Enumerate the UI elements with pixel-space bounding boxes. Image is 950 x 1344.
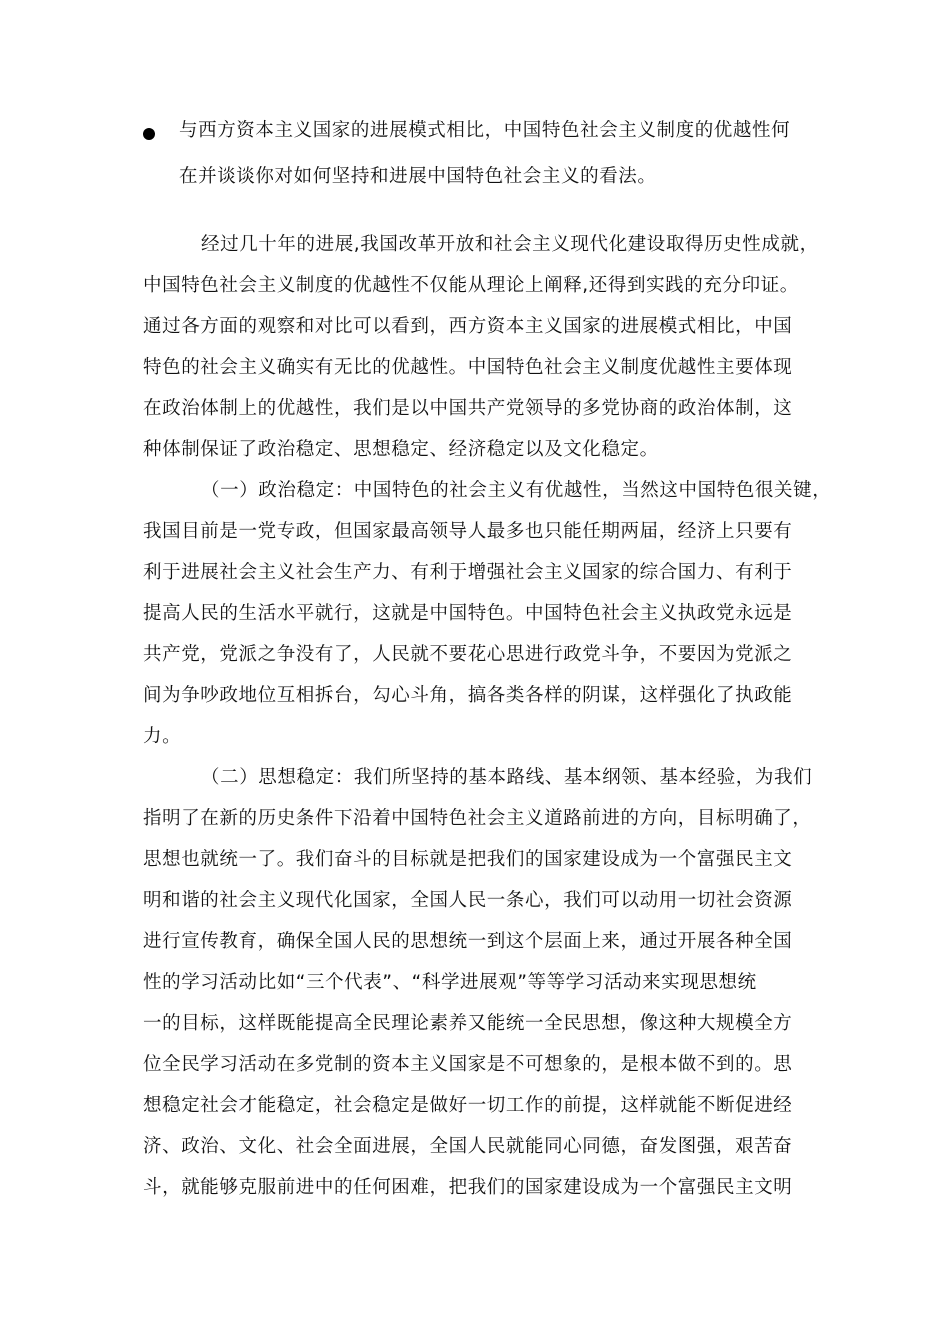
paragraph-line: 济、政治、文化、社会全面进展，全国人民就能同心同德，奋发图强，艰苦奋 <box>143 1136 793 1157</box>
paragraph-line: 斗，就能够克服前进中的任何困难，把我们的国家建设成为一个富强民主文明 <box>143 1177 793 1198</box>
paragraph-line: 一的目标，这样既能提高全民理论素养又能统一全民思想，像这种大规模全方 <box>143 1013 793 1034</box>
paragraph-line: 利于进展社会主义社会生产力、有利于增强社会主义国家的综合国力、有利于 <box>143 562 793 583</box>
paragraph-line: 思想也就统一了。我们奋斗的目标就是把我们的国家建设成为一个富强民主文 <box>143 849 793 870</box>
paragraph-line: 我国目前是一党专政，但国家最高领导人最多也只能任期两届，经济上只要有 <box>143 521 793 542</box>
paragraph-line: 指明了在新的历史条件下沿着中国特色社会主义道路前进的方向，目标明确了， <box>143 808 812 829</box>
question-line: 与西方资本主义国家的进展模式相比，中国特色社会主义制度的优越性何 <box>179 120 791 141</box>
bullet-icon <box>143 128 155 140</box>
paragraph-line: 通过各方面的观察和对比可以看到，西方资本主义国家的进展模式相比，中国 <box>143 316 793 337</box>
paragraph-line: 共产党，党派之争没有了，人民就不要花心思进行政党斗争，不要因为党派之 <box>143 644 793 665</box>
paragraph-line: 位全民学习活动在多党制的资本主义国家是不可想象的，是根本做不到的。思 <box>143 1054 793 1075</box>
paragraph-line: 经过几十年的进展,我国改革开放和社会主义现代化建设取得历史性成就， <box>201 234 819 255</box>
paragraph-line: 力。 <box>143 726 182 747</box>
paragraph-line: 进行宣传教育，确保全国人民的思想统一到这个层面上来，通过开展各种全国 <box>143 931 793 952</box>
paragraph-line: 种体制保证了政治稳定、思想稳定、经济稳定以及文化稳定。 <box>143 439 659 460</box>
paragraph-line: （一）政治稳定：中国特色的社会主义有优越性，当然这中国特色很关键， <box>201 480 832 501</box>
paragraph-line: 在政治体制上的优越性，我们是以中国共产党领导的多党协商的政治体制，这 <box>143 398 793 419</box>
paragraph-line: 中国特色社会主义制度的优越性不仅能从理论上阐释,还得到实践的充分印证。 <box>143 275 799 296</box>
paragraph-line: 特色的社会主义确实有无比的优越性。中国特色社会主义制度优越性主要体现 <box>143 357 793 378</box>
paragraph-line: （二）思想稳定：我们所坚持的基本路线、基本纲领、基本经验，为我们 <box>201 767 813 788</box>
paragraph-line: 性的学习活动比如“三个代表”、“科学进展观”等等学习活动来实现思想统 <box>143 972 757 993</box>
paragraph-line: 想稳定社会才能稳定，社会稳定是做好一切工作的前提，这样就能不断促进经 <box>143 1095 793 1116</box>
paragraph-line: 明和谐的社会主义现代化国家，全国人民一条心，我们可以动用一切社会资源 <box>143 890 793 911</box>
paragraph-line: 提高人民的生活水平就行，这就是中国特色。中国特色社会主义执政党永远是 <box>143 603 793 624</box>
question-line: 在并谈谈你对如何坚持和进展中国特色社会主义的看法。 <box>179 166 657 187</box>
paragraph-line: 间为争吵政地位互相拆台，勾心斗角，搞各类各样的阴谋，这样强化了执政能 <box>143 685 793 706</box>
